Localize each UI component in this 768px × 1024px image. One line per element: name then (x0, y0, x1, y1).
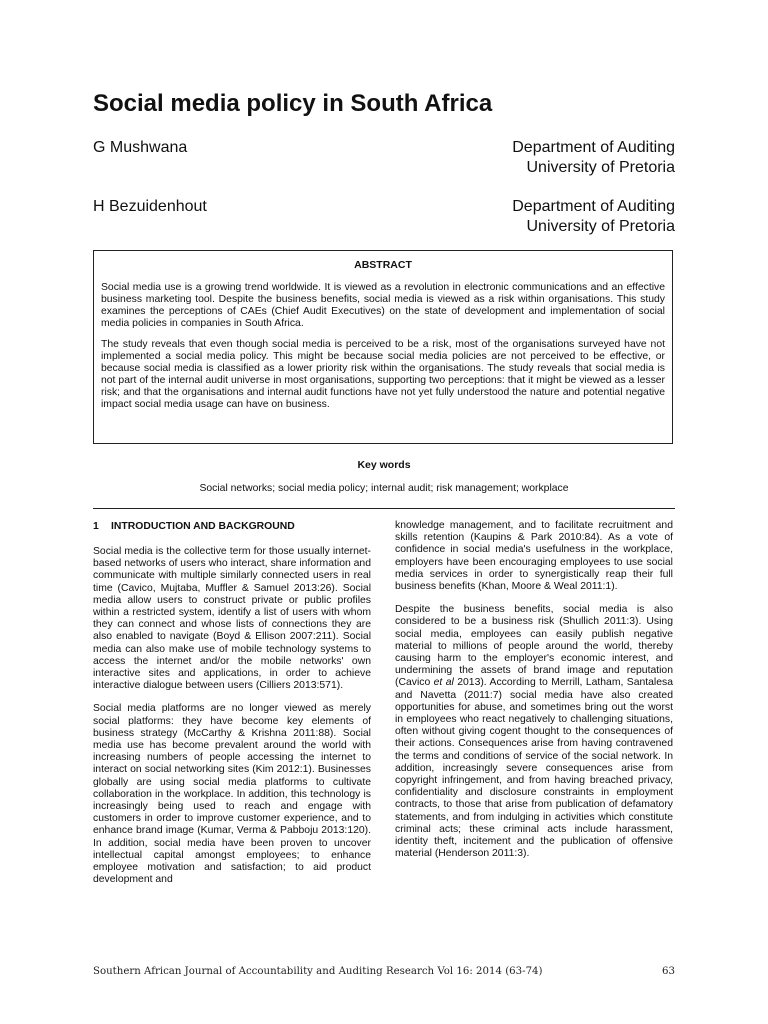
keywords-text: Social networks; social media policy; internal audit; risk management; workplace (199, 483, 569, 494)
body-text: Despite the business benefits, social media is also considered to be a business risk (Shullich 2011:3). Using social media, employees can easily publish negative material to millions of people around the world, thereby causing harm to the employer's economic interest, and undermining the assets of brand image and reputation (Cavico (395, 604, 673, 689)
section-heading (93, 520, 371, 533)
abstract-heading: ABSTRACT (354, 259, 412, 271)
section-divider (93, 508, 675, 509)
body-text: 2013). According to Merrill, Latham, Santalesa and Navetta (2011:7) social media have also created opportunities for abuse, and sometimes bring out the worst in employees who react negatively to challenging situations, often without giving cogent thought to the consequences of their actions. Consequences arise from having contravened the terms and conditions of service of the social network. In addition, increasingly severe consequences arise from copyright infringement, and from having breached privacy, confidentiality and disclosure constraints in employment contracts, to those that arise from publication of defamatory statements, and from indulging in activities which constitute criminal acts; these criminal acts include harassment, identity theft, incitement and the publication of offensive material (Henderson 2011:3). (395, 677, 673, 860)
author-affiliation (512, 197, 675, 237)
section-title: INTRODUCTION AND BACKGROUND (111, 521, 295, 532)
author-university: University of Pretoria (526, 159, 675, 176)
author-department: Department of Auditing (512, 198, 675, 215)
author-name: H Bezuidenhout (93, 198, 207, 215)
body-paragraph (395, 604, 673, 860)
author-affiliation (512, 138, 675, 178)
abstract-paragraph: Social media use is a growing trend worldwide. It is viewed as a revolution in electronic communications and an effective business marketing tool. Despite the business benefits, social media is viewed as a risk within organisations. This study examines the perceptions of CAEs (Chief Audit Executives) on the state of development and implementation of social media policies in companies in South Africa. (101, 282, 665, 329)
paper-title: Social media policy in South Africa (93, 90, 493, 117)
abstract-box (93, 250, 673, 444)
body-paragraph: Social media is the collective term for those usually internet-based networks of users who interact, share information and communicate with multiple similarly connected users in real time (Cavico, Mujtaba, Muffler & Samuel 2013:26). Social media allow users to construct private or public profiles within a restricted system, identify a list of users with whom they can connect and whose lists of connections they are also enabled to navigate (Boyd & Ellison 2007:211). Social media can also make use of mobile technology systems to access the internet and/or the mobile networks' own interactive sites and applications, in order to achieve interactive dialogue between users (Cilliers 2013:571). (93, 546, 371, 692)
page-number: 63 (662, 966, 675, 977)
keywords-heading: Key words (357, 459, 411, 471)
author-department: Department of Auditing (512, 139, 675, 156)
abstract-paragraph: The study reveals that even though social media is perceived to be a risk, most of the organisations surveyed have not implemented a social media policy. This might be because social media policies are not perceived to be effective, or because social media is classified as a lower priority risk within the organisations. The study reveals that social media is not part of the internal audit universe in most organisations, supporting two perceptions: that it might be viewed as a lesser risk; and that the organisations and internal audit functions have not yet fully understood the nature and potential negative impact social media usage can have on business. (101, 339, 665, 410)
right-column (395, 520, 673, 871)
citation-italic: et al (433, 677, 454, 689)
left-column (93, 520, 371, 897)
body-paragraph: knowledge management, and to facilitate recruitment and skills retention (Kaupins & Park 2010:84). As a vote of confidence in social media's usefulness in the workplace, employers have been encouraging employees to use social media services in order to synergistically reap their full business benefits (Khan, Moore & Weal 2011:1). (395, 520, 673, 593)
author-university: University of Pretoria (526, 218, 675, 235)
author-name: G Mushwana (93, 139, 188, 156)
section-number: 1 (93, 521, 99, 532)
footer-journal: Southern African Journal of Accountability and Auditing Research Vol 16: 2014 (63-74) (93, 966, 543, 977)
body-paragraph: Social media platforms are no longer viewed as merely social platforms: they have become key elements of business strategy (McCarthy & Krishna 2011:88). Social media use has become prevalent around the world with increasing numbers of people accessing the internet to interact on social networking sites (Kim 2012:1). Businesses globally are using social media platforms to cultivate collaboration in the workplace. In addition, this technology is increasingly being used to reach and engage with customers in order to improve customer experience, and to enhance brand image (Kumar, Verma & Pabboju 2013:120). In addition, social media have been proven to uncover intellectual capital amongst employees; to enhance employee motivation and satisfaction; to aid product development and (93, 703, 371, 886)
